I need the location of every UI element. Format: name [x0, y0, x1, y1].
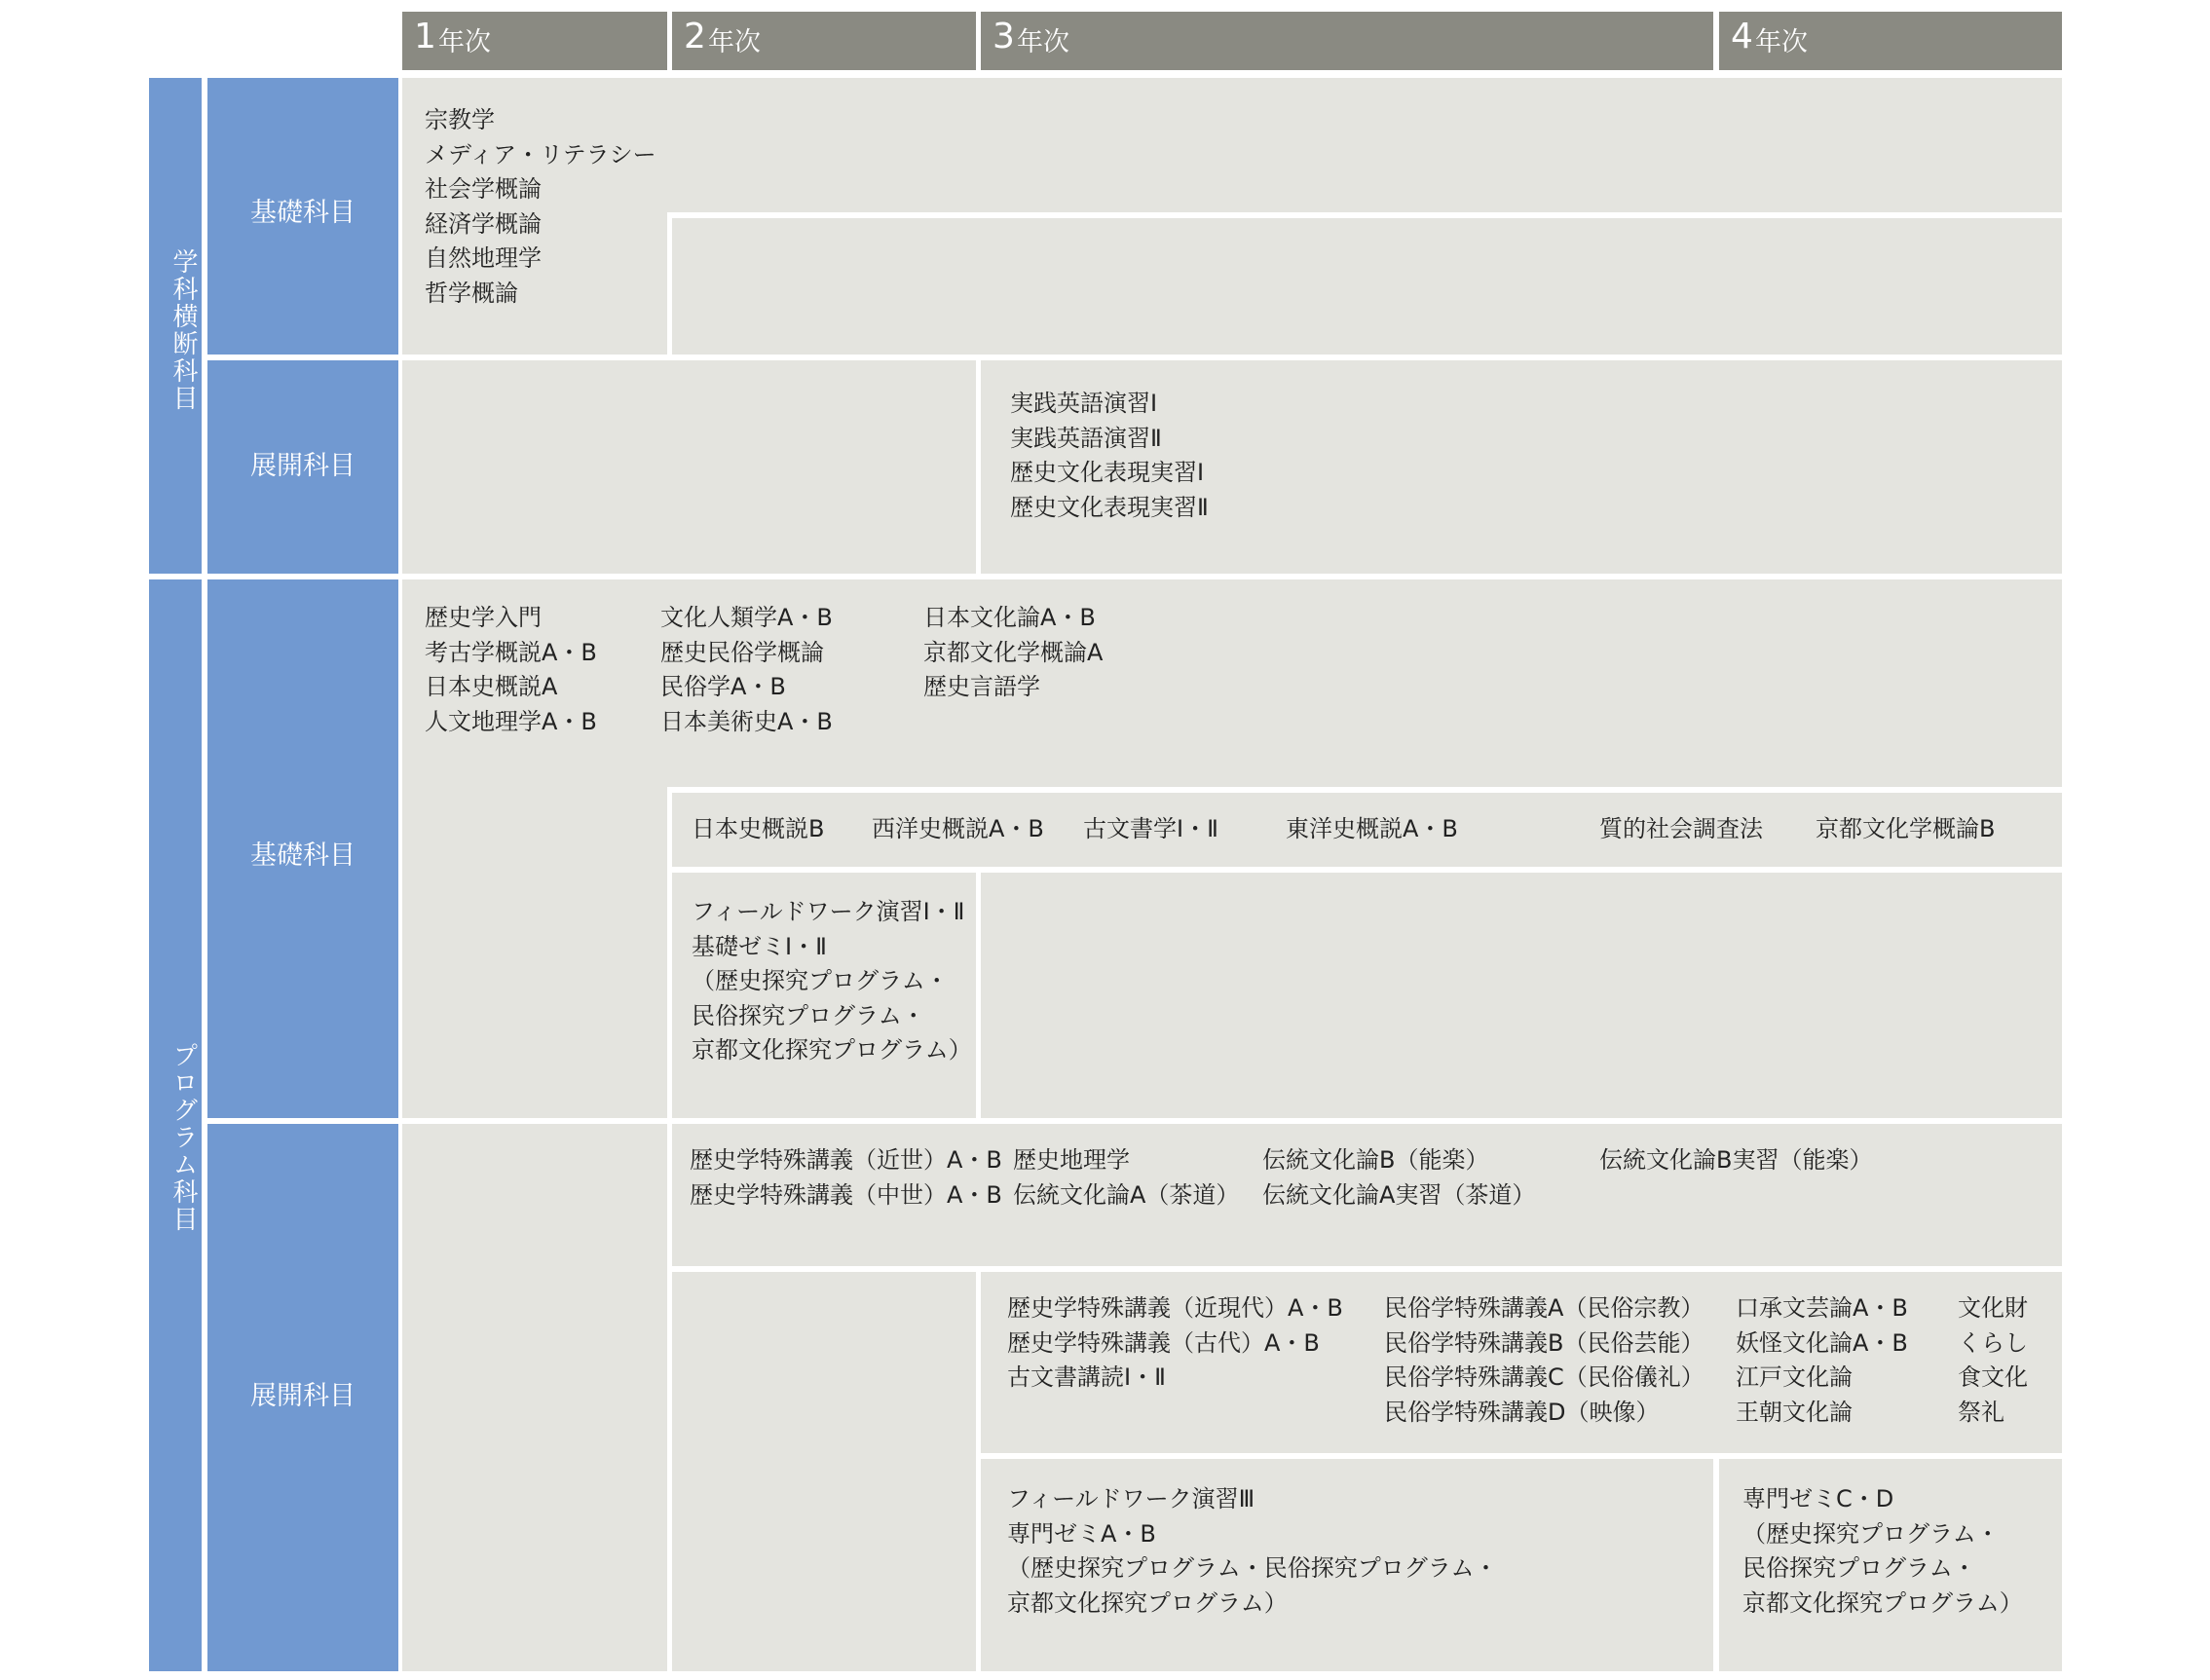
category-label: 展開科目: [250, 451, 356, 481]
course-item: 江戸文化論: [1736, 1363, 1853, 1391]
course-list: [660, 601, 833, 739]
course-item: 歴史文化表現実習Ⅰ: [1010, 459, 1205, 486]
course-item: 京都文化学概論B: [1816, 815, 1996, 842]
course-item: （歴史探究プログラム・: [1742, 1519, 2000, 1548]
course-item: 京都文化学概論A: [923, 638, 1104, 666]
course-item: 文化財: [1958, 1294, 2028, 1322]
course-item: 実践英語演習Ⅰ: [1010, 390, 1158, 417]
course-item: 民俗探究プログラム・: [1742, 1554, 1976, 1582]
category-label: 基礎科目: [250, 198, 356, 228]
course-item: 民俗学A・B: [660, 673, 786, 700]
course-list: [1262, 1143, 1535, 1213]
course-item: （歴史探究プログラム・民俗探究プログラム・: [1007, 1554, 1498, 1582]
course-item: 歴史学特殊講義（近現代）A・B: [1007, 1294, 1343, 1322]
course-item: 文化人類学A・B: [660, 604, 833, 631]
course-list: [425, 601, 597, 739]
program-advanced-year4-seminar-cell: [1719, 1459, 2062, 1671]
course-item: 王朝文化論: [1736, 1398, 1853, 1426]
year-number: 3: [993, 17, 1015, 56]
course-item: 経済学概論: [425, 209, 542, 238]
course-item: 日本美術史A・B: [660, 707, 833, 735]
cross-basic-upper-band: [667, 78, 2062, 212]
course-item: 質的社会調査法: [1599, 815, 1763, 842]
course-item: 民俗学特殊講義A（民俗宗教）: [1384, 1294, 1704, 1322]
course-item: 実践英語演習Ⅱ: [1010, 424, 1162, 452]
course-item: 哲学概論: [425, 279, 518, 307]
course-item: 宗教学: [425, 106, 495, 133]
category-label: 展開科目: [250, 1381, 356, 1411]
course-item: 歴史民俗学概論: [660, 638, 824, 666]
program-advanced-year2-lower-cell: [672, 1272, 976, 1671]
year-header-4: [1719, 12, 2062, 70]
course-item: 民俗学特殊講義C（民俗儀礼）: [1384, 1363, 1704, 1391]
program-basic-year2-row: [672, 793, 2062, 867]
year-header-2: [672, 12, 976, 70]
course-item: 日本文化論A・B: [923, 604, 1096, 631]
course-item: 専門ゼミC・D: [1742, 1485, 1894, 1512]
program-basic-upper-empty-cell: [981, 873, 2062, 1118]
course-item: メディア・リテラシー: [425, 140, 656, 168]
course-list: [1384, 1291, 1704, 1430]
year-number: 1: [414, 17, 436, 56]
year-header-3: [981, 12, 1713, 70]
course-list: [692, 895, 972, 1068]
program-basic-top-band: [667, 579, 2062, 787]
category-program-basic: [207, 579, 398, 1118]
group-program: [149, 579, 202, 1671]
year-label: 年次: [1755, 27, 1808, 57]
course-item: 民俗探究プログラム・: [692, 1001, 925, 1029]
cross-advanced-year34-cell: [981, 360, 2062, 574]
course-list: [923, 601, 1103, 705]
course-item: 自然地理学: [425, 244, 542, 272]
course-item: （歴史探究プログラム・: [692, 967, 949, 994]
course-item: 歴史学特殊講義（古代）A・B: [1007, 1328, 1320, 1357]
program-advanced-year1-cell: [402, 1124, 667, 1671]
course-item: 伝統文化論A実習（茶道）: [1262, 1180, 1536, 1209]
course-item: くらし: [1958, 1328, 2028, 1357]
course-item: 祭礼: [1958, 1398, 2004, 1426]
course-item: 民俗学特殊講義D（映像）: [1384, 1398, 1660, 1426]
course-item: 歴史学入門: [425, 604, 542, 631]
course-item: 西洋史概説A・B: [872, 815, 1044, 842]
course-item: 京都文化探究プログラム）: [1007, 1588, 1288, 1617]
course-list: [1742, 1482, 2023, 1621]
course-list: [1010, 387, 1209, 525]
course-list: [1007, 1291, 1343, 1396]
group-cross-department: [149, 78, 202, 574]
course-list: [1736, 1291, 1908, 1430]
course-item: 食文化: [1958, 1363, 2028, 1391]
course-list: [690, 1143, 1002, 1213]
course-list: [1599, 1143, 1872, 1178]
group-label: 学科横断科目: [169, 248, 198, 412]
course-list: [1007, 1482, 1498, 1621]
course-item: 東洋史概説A・B: [1286, 815, 1458, 842]
course-item: 歴史地理学: [1013, 1146, 1130, 1174]
course-item: 歴史文化表現実習Ⅱ: [1010, 493, 1209, 521]
course-item: 口承文芸論A・B: [1736, 1294, 1908, 1322]
course-item: 古文書学Ⅰ・Ⅱ: [1083, 815, 1218, 842]
course-item: フィールドワーク演習Ⅰ・Ⅱ: [692, 898, 965, 925]
course-item: 歴史言語学: [923, 673, 1040, 700]
program-advanced-year3-lectures-cell: [981, 1272, 2062, 1453]
category-program-advanced: [207, 1124, 398, 1671]
course-item: 基礎ゼミⅠ・Ⅱ: [692, 932, 827, 960]
year-label: 年次: [1017, 27, 1069, 57]
course-item: 京都文化探究プログラム）: [1742, 1588, 2023, 1617]
course-list: [425, 103, 656, 311]
category-cross-basic: [207, 78, 398, 355]
course-item: 伝統文化論B（能楽）: [1262, 1146, 1489, 1174]
course-item: 社会学概論: [425, 175, 542, 203]
course-item: 専門ゼミA・B: [1007, 1519, 1156, 1548]
course-item: 考古学概説A・B: [425, 638, 597, 666]
course-item: 人文地理学A・B: [425, 707, 597, 735]
year-label: 年次: [708, 27, 761, 57]
group-label: プログラム科目: [169, 1042, 198, 1233]
course-item: 民俗学特殊講義B（民俗芸能）: [1384, 1328, 1704, 1357]
cross-advanced-year12-cell: [402, 360, 976, 574]
program-basic-year2-seminar-cell: [672, 873, 976, 1118]
course-item: 日本史概説B: [692, 815, 825, 842]
course-item: 京都文化探究プログラム）: [692, 1036, 972, 1064]
course-item: 伝統文化論B実習（能楽）: [1599, 1146, 1873, 1174]
year-label: 年次: [438, 27, 491, 57]
course-item: 古文書講読Ⅰ・Ⅱ: [1007, 1363, 1166, 1391]
year-number: 2: [684, 17, 706, 56]
category-label: 基礎科目: [250, 840, 356, 871]
course-list: [1013, 1143, 1239, 1213]
course-item: 日本史概説A: [425, 673, 558, 700]
course-item: 伝統文化論A（茶道）: [1013, 1180, 1240, 1209]
course-item: 歴史学特殊講義（中世）A・B: [690, 1180, 1002, 1209]
program-advanced-year3-seminar-cell: [981, 1459, 1713, 1671]
course-list: [1958, 1291, 2028, 1430]
year-number: 4: [1731, 17, 1753, 56]
cross-basic-lower-band: [672, 218, 2062, 355]
course-item: 歴史学特殊講義（近世）A・B: [690, 1146, 1002, 1174]
category-cross-advanced: [207, 360, 398, 574]
program-advanced-year2-row: [672, 1124, 2062, 1266]
course-item: 妖怪文化論A・B: [1736, 1328, 1908, 1357]
cross-basic-year1-cell: [402, 78, 667, 355]
year-header-1: [402, 12, 667, 70]
course-item: フィールドワーク演習Ⅲ: [1007, 1485, 1255, 1512]
